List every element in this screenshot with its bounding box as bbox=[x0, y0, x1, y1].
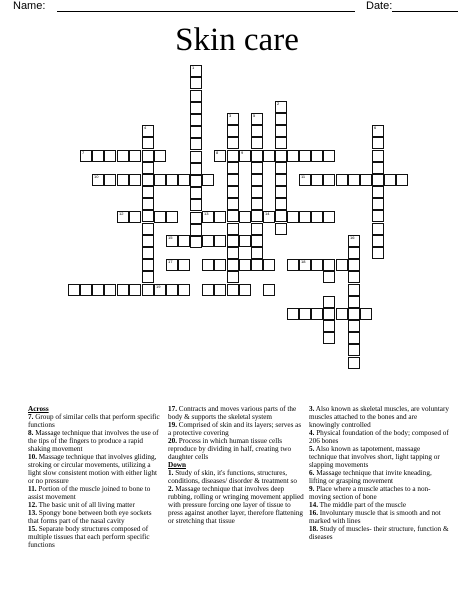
grid-cell[interactable] bbox=[227, 174, 239, 186]
grid-cell[interactable] bbox=[251, 113, 263, 125]
grid-cell[interactable] bbox=[190, 199, 202, 211]
grid-cell[interactable] bbox=[142, 198, 154, 210]
grid-cell[interactable] bbox=[372, 210, 384, 222]
grid-cell[interactable] bbox=[360, 308, 372, 320]
across-clue bbox=[28, 453, 164, 485]
grid-cell[interactable] bbox=[227, 186, 239, 198]
grid-cell[interactable] bbox=[251, 235, 263, 247]
grid-cell[interactable] bbox=[129, 174, 141, 186]
grid-cell[interactable] bbox=[299, 308, 311, 320]
grid-cell[interactable] bbox=[239, 235, 251, 247]
grid-cell[interactable] bbox=[166, 259, 178, 271]
grid-cell[interactable] bbox=[190, 236, 202, 248]
clue-text: Study of skin, it's functions, structures, conditions, diseases/ disorder & treatment so bbox=[168, 469, 297, 485]
clue-number: 19 bbox=[156, 284, 161, 289]
grid-cell[interactable] bbox=[251, 174, 263, 186]
down-clue bbox=[309, 525, 449, 541]
grid-cell[interactable] bbox=[287, 150, 299, 162]
grid-cell[interactable] bbox=[227, 150, 239, 162]
grid-cell[interactable] bbox=[251, 150, 263, 162]
grid-cell[interactable] bbox=[287, 211, 299, 223]
grid-cell[interactable] bbox=[202, 174, 214, 186]
grid-cell[interactable] bbox=[117, 284, 129, 296]
grid-cell[interactable] bbox=[396, 174, 408, 186]
clue-num: 5. bbox=[309, 445, 315, 453]
grid-cell[interactable] bbox=[239, 150, 251, 162]
clue-num: 10. bbox=[28, 453, 37, 461]
grid-cell[interactable] bbox=[227, 113, 239, 125]
across-clue bbox=[168, 421, 304, 437]
grid-cell[interactable] bbox=[154, 150, 166, 162]
grid-cell[interactable] bbox=[275, 137, 287, 149]
clue-num: 17. bbox=[168, 405, 177, 413]
clue-text: The middle part of the muscle bbox=[319, 501, 407, 509]
grid-cell[interactable] bbox=[92, 174, 104, 186]
grid-cell[interactable] bbox=[142, 210, 154, 222]
grid-cell[interactable] bbox=[166, 211, 178, 223]
down-clue bbox=[309, 445, 449, 469]
grid-cell[interactable] bbox=[239, 211, 251, 223]
grid-cell[interactable] bbox=[227, 162, 239, 174]
grid-cell[interactable] bbox=[311, 308, 323, 320]
grid-cell[interactable] bbox=[190, 212, 202, 224]
grid-cell[interactable] bbox=[384, 174, 396, 186]
down-clue bbox=[168, 469, 304, 485]
across-clue bbox=[28, 525, 164, 549]
grid-cell[interactable] bbox=[129, 284, 141, 296]
grid-cell[interactable] bbox=[227, 259, 239, 271]
down-clue bbox=[309, 501, 449, 509]
grid-cell[interactable] bbox=[360, 174, 372, 186]
clue-num: 7. bbox=[28, 413, 34, 421]
grid-cell[interactable] bbox=[190, 90, 202, 102]
grid-cell[interactable] bbox=[275, 174, 287, 186]
grid-cell[interactable] bbox=[117, 150, 129, 162]
grid-cell[interactable] bbox=[251, 162, 263, 174]
grid-cell[interactable] bbox=[239, 259, 251, 271]
clue-text: Place where a muscle attaches to a non-moving section of bone bbox=[309, 485, 431, 501]
grid-cell[interactable] bbox=[202, 259, 214, 271]
grid-cell[interactable] bbox=[251, 223, 263, 235]
clue-num: 11. bbox=[28, 485, 37, 493]
grid-cell[interactable] bbox=[323, 296, 335, 308]
grid-cell[interactable] bbox=[287, 259, 299, 271]
clue-text: Physical foundation of the body; composed of 206 bones bbox=[309, 429, 449, 445]
clue-number: 13 bbox=[204, 211, 209, 216]
down-clue bbox=[168, 485, 304, 525]
clue-column-2 bbox=[168, 405, 304, 525]
grid-cell[interactable] bbox=[80, 150, 92, 162]
grid-cell[interactable] bbox=[104, 284, 116, 296]
grid-cell[interactable] bbox=[214, 284, 226, 296]
grid-cell[interactable] bbox=[190, 224, 202, 236]
grid-cell[interactable] bbox=[251, 125, 263, 137]
clue-number: 5 bbox=[253, 113, 256, 118]
grid-cell[interactable] bbox=[166, 174, 178, 186]
grid-cell[interactable] bbox=[323, 174, 335, 186]
grid-cell[interactable] bbox=[287, 308, 299, 320]
across-heading: Across bbox=[28, 405, 49, 413]
grid-cell[interactable] bbox=[202, 211, 214, 223]
grid-cell[interactable] bbox=[178, 259, 190, 271]
grid-cell[interactable] bbox=[178, 235, 190, 247]
clue-text: Process in which human tissue cells reproduce by dividing in half, creating two daughter cells bbox=[168, 437, 292, 461]
grid-cell[interactable] bbox=[336, 174, 348, 186]
grid-cell[interactable] bbox=[263, 284, 275, 296]
grid-cell[interactable] bbox=[68, 284, 80, 296]
grid-cell[interactable] bbox=[275, 113, 287, 125]
grid-cell[interactable] bbox=[227, 137, 239, 149]
grid-cell[interactable] bbox=[372, 223, 384, 235]
clue-number: 16 bbox=[350, 235, 355, 240]
grid-cell[interactable] bbox=[190, 102, 202, 114]
clue-num: 19. bbox=[168, 421, 177, 429]
grid-cell[interactable] bbox=[263, 259, 275, 271]
grid-cell[interactable] bbox=[117, 211, 129, 223]
clue-text: Also known as tapotement, massage technique that involves short, light tapping or slapping movements bbox=[309, 445, 440, 469]
grid-cell[interactable] bbox=[372, 235, 384, 247]
clue-text: Comprised of skin and its layers; serves as a protective covering bbox=[168, 421, 302, 437]
across-clue bbox=[168, 437, 304, 461]
clue-number: 1 bbox=[192, 65, 195, 70]
clue-text: Massage technique that involves gliding, stroking or circular movements, utilizing a light slow consistent motion with either light or no pressure bbox=[28, 453, 157, 485]
grid-cell[interactable] bbox=[142, 186, 154, 198]
clue-number: 6 bbox=[374, 125, 377, 130]
grid-cell[interactable] bbox=[336, 308, 348, 320]
across-clue bbox=[168, 405, 304, 421]
grid-cell[interactable] bbox=[348, 271, 360, 283]
grid-cell[interactable] bbox=[190, 77, 202, 89]
grid-cell[interactable] bbox=[251, 198, 263, 210]
clue-number: 3 bbox=[229, 113, 232, 118]
grid-cell[interactable] bbox=[263, 150, 275, 162]
clue-num: 15. bbox=[28, 525, 37, 533]
grid-cell[interactable] bbox=[142, 284, 154, 296]
grid-cell[interactable] bbox=[372, 198, 384, 210]
grid-cell[interactable] bbox=[251, 186, 263, 198]
grid-cell[interactable] bbox=[311, 150, 323, 162]
grid-cell[interactable] bbox=[142, 235, 154, 247]
clue-num: 8. bbox=[28, 429, 34, 437]
grid-cell[interactable] bbox=[348, 247, 360, 259]
grid-cell[interactable] bbox=[251, 259, 263, 271]
grid-cell[interactable] bbox=[299, 150, 311, 162]
clue-text: Group of similar cells that perform specific functions bbox=[28, 413, 160, 429]
grid-cell[interactable] bbox=[227, 223, 239, 235]
grid-cell[interactable] bbox=[348, 344, 360, 356]
grid-cell[interactable] bbox=[190, 65, 202, 77]
clue-number: 12 bbox=[119, 211, 124, 216]
grid-cell[interactable] bbox=[348, 296, 360, 308]
grid-cell[interactable] bbox=[227, 247, 239, 259]
grid-cell[interactable] bbox=[80, 284, 92, 296]
grid-cell[interactable] bbox=[372, 186, 384, 198]
grid-cell[interactable] bbox=[190, 114, 202, 126]
grid-cell[interactable] bbox=[178, 174, 190, 186]
grid-cell[interactable] bbox=[323, 308, 335, 320]
grid-cell[interactable] bbox=[275, 210, 287, 222]
clue-number: 7 bbox=[82, 150, 85, 155]
grid-cell[interactable] bbox=[323, 211, 335, 223]
grid-cell[interactable] bbox=[142, 162, 154, 174]
clue-num: 4. bbox=[309, 429, 315, 437]
clue-num: 18. bbox=[309, 525, 318, 533]
clue-number: 2 bbox=[277, 101, 280, 106]
down-clue bbox=[309, 469, 449, 485]
grid-cell[interactable] bbox=[142, 137, 154, 149]
clue-text: Portion of the muscle joined to bone to assist movement bbox=[28, 485, 151, 501]
grid-cell[interactable] bbox=[323, 320, 335, 332]
grid-cell[interactable] bbox=[214, 259, 226, 271]
across-clue bbox=[28, 413, 164, 429]
clue-number: 18 bbox=[301, 259, 306, 264]
across-clue bbox=[28, 509, 164, 525]
grid-cell[interactable] bbox=[372, 150, 384, 162]
grid-cell[interactable] bbox=[214, 211, 226, 223]
grid-cell[interactable] bbox=[323, 271, 335, 283]
clue-number: 15 bbox=[168, 235, 173, 240]
grid-cell[interactable] bbox=[227, 210, 239, 222]
grid-cell[interactable] bbox=[142, 125, 154, 137]
grid-cell[interactable] bbox=[227, 284, 239, 296]
grid-cell[interactable] bbox=[263, 211, 275, 223]
grid-cell[interactable] bbox=[227, 235, 239, 247]
grid-cell[interactable] bbox=[311, 211, 323, 223]
grid-cell[interactable] bbox=[348, 174, 360, 186]
across-clue bbox=[28, 485, 164, 501]
grid-cell[interactable] bbox=[190, 138, 202, 150]
grid-cell[interactable] bbox=[348, 332, 360, 344]
clue-num: 14. bbox=[309, 501, 318, 509]
grid-cell[interactable] bbox=[275, 186, 287, 198]
grid-cell[interactable] bbox=[142, 150, 154, 162]
date-label: Date: bbox=[366, 0, 393, 12]
down-clue bbox=[309, 429, 449, 445]
grid-cell[interactable] bbox=[202, 235, 214, 247]
clue-text: Involuntary muscle that is smooth and not marked with lines bbox=[309, 509, 441, 525]
grid-cell[interactable] bbox=[275, 198, 287, 210]
grid-cell[interactable] bbox=[214, 235, 226, 247]
clue-num: 20. bbox=[168, 437, 177, 445]
grid-cell[interactable] bbox=[190, 163, 202, 175]
grid-cell[interactable] bbox=[154, 284, 166, 296]
grid-cell[interactable] bbox=[166, 284, 178, 296]
grid-cell[interactable] bbox=[129, 211, 141, 223]
grid-cell[interactable] bbox=[311, 174, 323, 186]
clue-text: Massage technique that involves deep rubbing, rolling or wringing movement applied with pressure forcing one layer of tissue to press against another layer, therefore flattening or stretching that tissue bbox=[168, 485, 304, 525]
grid-cell[interactable] bbox=[190, 175, 202, 187]
grid-cell[interactable] bbox=[190, 187, 202, 199]
down-heading: Down bbox=[168, 461, 186, 469]
grid-cell[interactable] bbox=[227, 125, 239, 137]
grid-cell[interactable] bbox=[92, 284, 104, 296]
grid-cell[interactable] bbox=[104, 174, 116, 186]
clue-num: 6. bbox=[309, 469, 315, 477]
grid-cell[interactable] bbox=[348, 259, 360, 271]
grid-cell[interactable] bbox=[299, 174, 311, 186]
clue-text: Study of muscles- their structure, function & diseases bbox=[309, 525, 449, 541]
grid-cell[interactable] bbox=[104, 150, 116, 162]
clue-number: 4 bbox=[144, 125, 147, 130]
clue-number: 10 bbox=[94, 174, 99, 179]
clue-column-1 bbox=[28, 405, 164, 549]
grid-cell[interactable] bbox=[190, 126, 202, 138]
grid-cell[interactable] bbox=[142, 174, 154, 186]
grid-cell[interactable] bbox=[372, 125, 384, 137]
grid-cell[interactable] bbox=[348, 320, 360, 332]
down-clue bbox=[309, 485, 449, 501]
clue-number: 17 bbox=[168, 259, 173, 264]
grid-cell[interactable] bbox=[251, 247, 263, 259]
grid-cell[interactable] bbox=[348, 235, 360, 247]
grid-cell[interactable] bbox=[227, 271, 239, 283]
grid-cell[interactable] bbox=[227, 198, 239, 210]
clue-num: 2. bbox=[168, 485, 174, 493]
puzzle-title: Skin care bbox=[175, 22, 299, 58]
clue-num: 1. bbox=[168, 469, 174, 477]
clue-text: The basic unit of all living matter bbox=[38, 501, 135, 509]
grid-cell[interactable] bbox=[251, 210, 263, 222]
clue-num: 3. bbox=[309, 405, 315, 413]
down-clue bbox=[309, 405, 449, 429]
grid-cell[interactable] bbox=[142, 247, 154, 259]
grid-cell[interactable] bbox=[336, 259, 348, 271]
grid-cell[interactable] bbox=[92, 150, 104, 162]
grid-cell[interactable] bbox=[239, 284, 251, 296]
clue-num: 9. bbox=[309, 485, 315, 493]
grid-cell[interactable] bbox=[178, 284, 190, 296]
grid-cell[interactable] bbox=[154, 211, 166, 223]
grid-cell[interactable] bbox=[323, 150, 335, 162]
grid-cell[interactable] bbox=[348, 308, 360, 320]
grid-cell[interactable] bbox=[372, 162, 384, 174]
grid-cell[interactable] bbox=[348, 357, 360, 369]
clue-text: Contracts and moves various parts of the body & supports the skeletal system bbox=[168, 405, 297, 421]
grid-cell[interactable] bbox=[372, 137, 384, 149]
grid-cell[interactable] bbox=[129, 150, 141, 162]
grid-cell[interactable] bbox=[166, 235, 178, 247]
grid-cell[interactable] bbox=[299, 211, 311, 223]
grid-cell[interactable] bbox=[323, 259, 335, 271]
clue-number: 9 bbox=[241, 150, 244, 155]
name-label: Name: bbox=[13, 0, 46, 12]
grid-cell[interactable] bbox=[311, 259, 323, 271]
clue-num: 16. bbox=[309, 509, 318, 517]
clue-text: Massage technique that invite kneading, lifting or grasping movement bbox=[309, 469, 432, 485]
grid-cell[interactable] bbox=[372, 174, 384, 186]
grid-cell[interactable] bbox=[323, 332, 335, 344]
grid-cell[interactable] bbox=[190, 151, 202, 163]
grid-cell[interactable] bbox=[142, 271, 154, 283]
clue-number: 8 bbox=[216, 150, 219, 155]
grid-cell[interactable] bbox=[275, 101, 287, 113]
grid-cell[interactable] bbox=[275, 150, 287, 162]
grid-cell[interactable] bbox=[214, 150, 226, 162]
down-clue bbox=[309, 509, 449, 525]
clue-text: Massage technique that involves the use of the tips of the fingers to produce a rapid shaking movement bbox=[28, 429, 159, 453]
grid-cell[interactable] bbox=[348, 284, 360, 296]
across-clue bbox=[28, 429, 164, 453]
grid-cell[interactable] bbox=[142, 223, 154, 235]
grid-cell[interactable] bbox=[251, 137, 263, 149]
clue-num: 13. bbox=[28, 509, 37, 517]
grid-cell[interactable] bbox=[299, 259, 311, 271]
grid-cell[interactable] bbox=[202, 284, 214, 296]
grid-cell[interactable] bbox=[117, 174, 129, 186]
clue-number: 11 bbox=[301, 174, 306, 179]
clue-num: 12. bbox=[28, 501, 37, 509]
grid-cell[interactable] bbox=[275, 162, 287, 174]
clue-text: Separate body structures composed of multiple tissues that each perform specific functions bbox=[28, 525, 150, 549]
across-clue bbox=[28, 501, 164, 509]
grid-cell[interactable] bbox=[275, 223, 287, 235]
clue-column-3 bbox=[309, 405, 449, 541]
grid-cell[interactable] bbox=[372, 247, 384, 259]
grid-cell[interactable] bbox=[154, 174, 166, 186]
clue-text: Spongy bone between both eye sockets that forms part of the nasal cavity bbox=[28, 509, 152, 525]
clue-number: 14 bbox=[265, 211, 270, 216]
grid-cell[interactable] bbox=[142, 259, 154, 271]
clue-text: Also known as skeletal muscles, are voluntary muscles attached to the bones and are knowingly controlled bbox=[309, 405, 449, 429]
grid-cell[interactable] bbox=[275, 125, 287, 137]
